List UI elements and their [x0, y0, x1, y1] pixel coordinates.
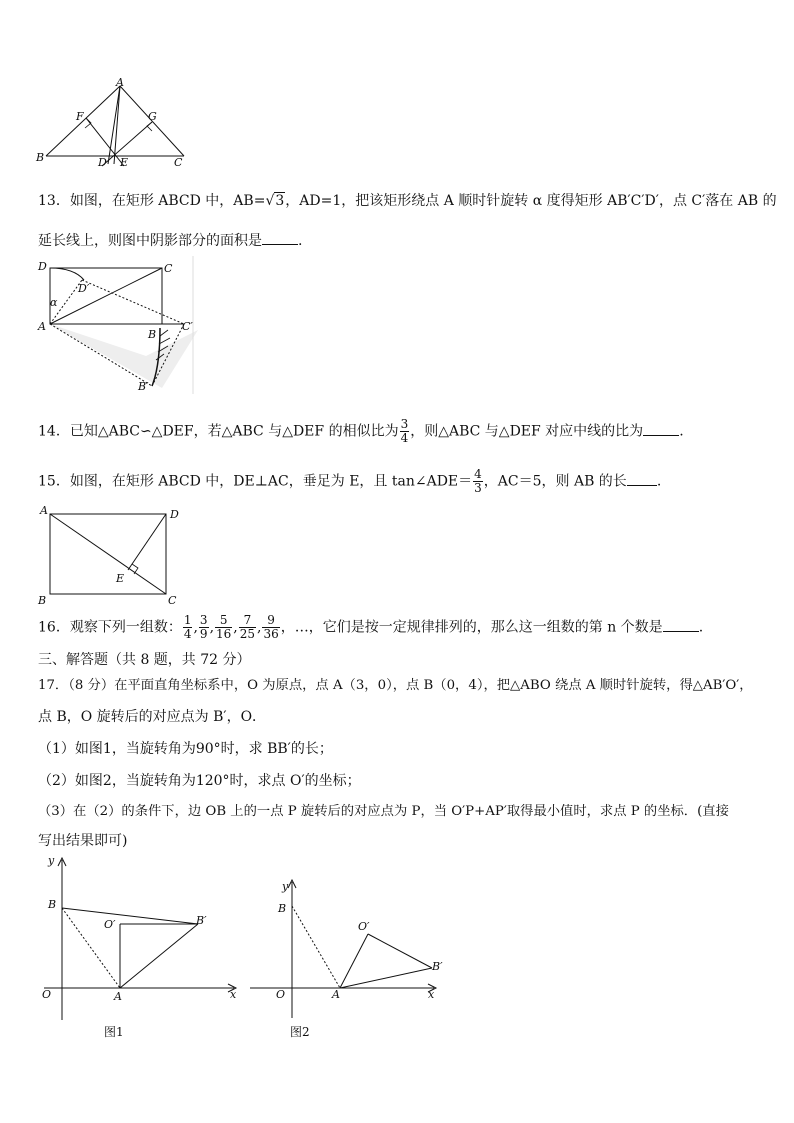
q13-end: .: [298, 233, 303, 249]
fraction: [239, 614, 256, 641]
fig15-label-a: A: [40, 504, 48, 517]
figure-2-coordinate-plane: [246, 868, 446, 1042]
fraction-denominator: 4: [400, 431, 409, 445]
fig2-label-o-prime: O′: [358, 920, 370, 933]
fraction-denominator: 16: [216, 627, 232, 641]
fig2-label-y: y: [282, 880, 289, 893]
fig12-label-g: G: [148, 110, 157, 123]
q13-line2: [38, 230, 302, 250]
figure-2-caption: 图2: [290, 1025, 310, 1039]
fig12-label-a: A: [116, 78, 124, 89]
fraction-numerator: 1: [183, 613, 192, 627]
fig15-label-c: C: [168, 594, 177, 606]
fig12-label-b: B: [36, 151, 45, 164]
answer-blank[interactable]: [627, 471, 657, 486]
fig2-label-b-prime: B′: [432, 960, 443, 973]
fig13-label-c: C: [164, 262, 173, 275]
fig1-label-o-prime: O′: [104, 918, 116, 931]
q17-part3: （3）在（2）的条件下，边 OB 上的一点 P 旋转后的对应点为 P，当 O′P+AP′取得最小值时，求点 P 的坐标．(直接: [38, 804, 729, 819]
fig2-label-x: x: [428, 988, 435, 1001]
q15-line: [38, 468, 661, 495]
figure-1-caption: 图1: [104, 1025, 124, 1039]
fig15-label-d: D: [170, 508, 179, 521]
fig1-label-o: O: [42, 988, 52, 1001]
q13-text-b: ，AD=1，把该矩形绕点 A 顺时针旋转 α 度得矩形 AB′C′D′，点 C′落在 AB 的: [285, 193, 777, 209]
q17-part1: （1）如图1，当旋转角为90°时，求 BB′的长；: [38, 741, 333, 757]
fig13-label-b: B: [148, 328, 157, 341]
fig12-label-e: E: [120, 156, 129, 169]
fig13-label-c-prime: C′: [182, 320, 193, 333]
fig13-label-d: D: [38, 260, 47, 273]
q16-line: 16．观察下列一组数： $\frac{1}{4}$ , $\frac{3}{9}$ , $\frac{5}{16}$ , $\frac{7}{25}$ , $\frac{9}{36}$ ，…，它们是按一定规律排列的，那么这一组数的第 n 个数是 .: [38, 613, 704, 641]
fraction: [215, 614, 232, 641]
fraction-denominator: 4: [183, 627, 192, 641]
fig15-label-b: B: [38, 594, 47, 606]
fraction-numerator: 3: [199, 613, 208, 627]
q14-text-b: ，则△ABC 与△DEF 对应中线的比为: [410, 423, 644, 440]
q15-text-a: 15．如图，在矩形 ABCD 中，DE⊥AC，垂足为 E，且 tan∠ADE＝: [38, 473, 473, 490]
fraction-denominator: 9: [199, 627, 208, 641]
q14-line: [38, 418, 684, 445]
fig1-label-b: B: [48, 898, 57, 911]
fraction-denominator: 25: [239, 627, 256, 641]
q15-end: .: [656, 473, 662, 490]
q17-line2: 点 B，O 旋转后的对应点为 B′，O．: [38, 709, 267, 725]
q17-part4: 写出结果即可): [38, 833, 128, 849]
q14-text-a: 14．已知△ABC∽△DEF，若△ABC 与△DEF 的相似比为: [38, 423, 399, 440]
fig13-label-a: A: [38, 320, 46, 333]
q13-text-a: 13．如图，在矩形 ABCD 中，AB=: [38, 193, 266, 209]
fraction-numerator: 4: [474, 467, 482, 481]
answer-blank[interactable]: [643, 421, 679, 436]
answer-blank[interactable]: [663, 617, 699, 632]
fraction: [400, 418, 410, 445]
fig1-label-y: y: [48, 854, 55, 867]
fraction-numerator: 3: [400, 417, 409, 431]
fraction-numerator: 9: [262, 614, 279, 628]
fig13-label-d-prime: D′: [78, 282, 90, 295]
figure-q13-rectangle: [34, 256, 200, 394]
fig13-label-alpha: α: [50, 296, 58, 309]
q15-text-b: ，AC＝5，则 AB 的长: [483, 473, 627, 490]
fig12-label-d: D: [98, 156, 107, 169]
fig1-label-a: A: [114, 990, 122, 1003]
fraction-denominator: 3: [474, 481, 482, 495]
figure-1-coordinate-plane: [34, 852, 244, 1042]
fraction: [199, 614, 209, 641]
fig12-label-f: F: [76, 110, 84, 123]
q16-end: .: [698, 619, 704, 636]
fig2-label-o: O: [276, 988, 286, 1001]
q17-part2: （2）如图2，当旋转角为120°时，求点 O′的坐标；: [38, 773, 361, 789]
fig1-label-x: x: [230, 988, 237, 1001]
figure-q15-rectangle: [34, 502, 184, 606]
fraction-numerator: 5: [215, 614, 232, 628]
figure-q12-triangle: [34, 78, 194, 170]
fig15-label-e: E: [116, 572, 125, 585]
q13-line1: [38, 192, 777, 210]
fig2-label-b: B: [278, 902, 287, 915]
fig2-label-a: A: [332, 988, 340, 1001]
fig12-label-c: C: [174, 156, 183, 169]
fraction: [262, 614, 279, 641]
fraction-numerator: 7: [239, 614, 256, 628]
fig1-label-b-prime: B′: [196, 914, 207, 927]
fraction-denominator: 36: [263, 627, 279, 641]
answer-blank[interactable]: [262, 230, 298, 245]
q14-end: .: [679, 423, 684, 440]
sqrt-radicand: 3: [275, 193, 285, 209]
q16-text-a: 16．观察下列一组数：: [38, 619, 182, 636]
q17-line1: 17．（8 分）在平面直角坐标系中，O 为原点，点 A（3，0），点 B（0，4），把△ABO 绕点 A 顺时针旋转，得△AB′O′，: [38, 678, 753, 693]
section-heading: 三、解答题（共 8 题，共 72 分）: [38, 652, 251, 668]
fraction: [183, 614, 193, 641]
sqrt-expression: √3: [265, 193, 285, 209]
q13-text-c: 延长线上，则图中阴影部分的面积是: [38, 233, 262, 249]
fig13-label-b-prime: B′: [138, 380, 149, 393]
fraction: [473, 468, 483, 495]
q16-text-b: ，…，它们是按一定规律排列的，那么这一组数的第 n 个数是: [280, 619, 663, 636]
